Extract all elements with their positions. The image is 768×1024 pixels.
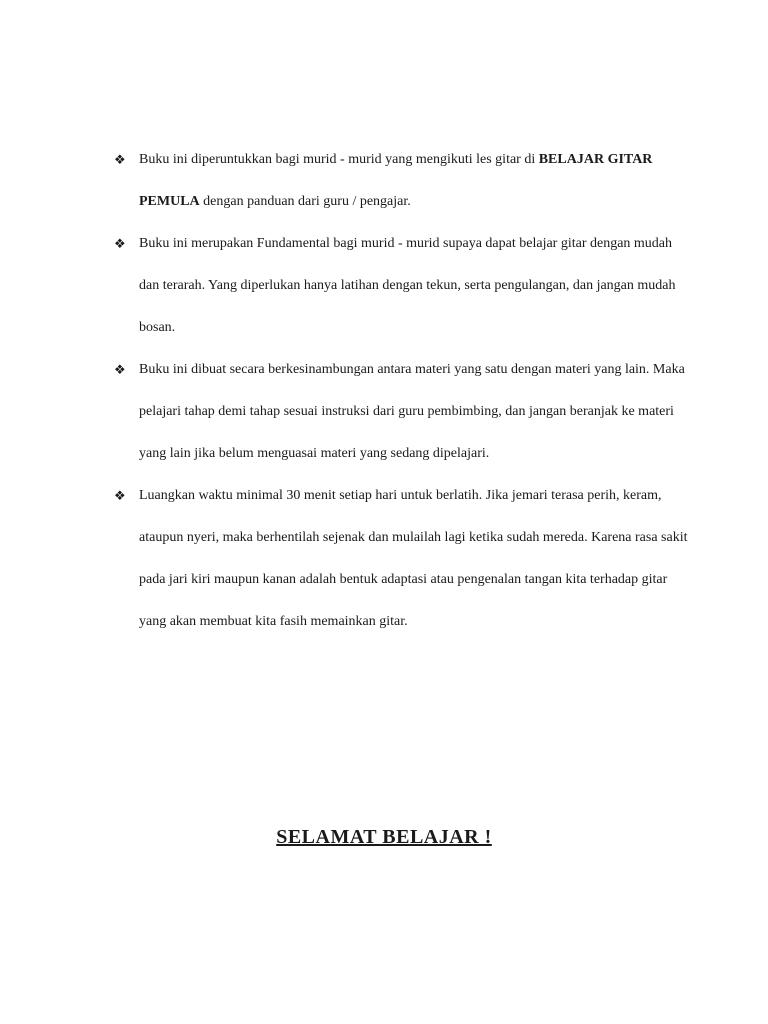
list-item-text: Buku ini dibuat secara berkesinambungan antara materi yang satu dengan materi yang lain. Maka pelajari tahap demi tahap sesuai instruksi dari guru pembimbing, dan jangan beranjak ke materi yang lain jika belum menguasai materi yang sedang dipelajari. [139, 362, 685, 461]
list-item-text: Luangkan waktu minimal 30 menit setiap hari untuk berlatih. Jika jemari terasa perih, keram, ataupun nyeri, maka berhentilah sejenak dan mulailah lagi ketika sudah mereda. Karena rasa sakit pada jari kiri maupun kanan adalah bentuk adaptasi atau pengenalan tangan kita terhadap gitar yang akan membuat kita fasih memainkan gitar. [139, 488, 688, 629]
diamond-bullet-icon: ❖ [114, 362, 126, 377]
list-item-text: Buku ini merupakan Fundamental bagi murid - murid supaya dapat belajar gitar dengan mudah dan terarah. Yang diperlukan hanya latihan dengan tekun, serta pengulangan, dan jangan mudah bosan. [139, 236, 676, 335]
list-item [112, 349, 692, 475]
list-item-text-part: Buku ini diperuntukkan bagi murid - murid yang mengikuti les gitar di [139, 152, 539, 167]
closing-heading: SELAMAT BELAJAR ! [276, 826, 492, 848]
diamond-bullet-icon: ❖ [114, 236, 126, 251]
list-item [112, 223, 692, 349]
list-item [112, 475, 692, 643]
instruction-list [112, 139, 692, 643]
list-item [112, 139, 692, 223]
list-item-text-part: dengan panduan dari guru / pengajar. [199, 194, 411, 209]
diamond-bullet-icon: ❖ [114, 488, 126, 503]
course-name: BELAJAR GITAR PEMULA [139, 152, 653, 209]
diamond-bullet-icon: ❖ [114, 152, 126, 167]
list-item-text [139, 139, 692, 223]
